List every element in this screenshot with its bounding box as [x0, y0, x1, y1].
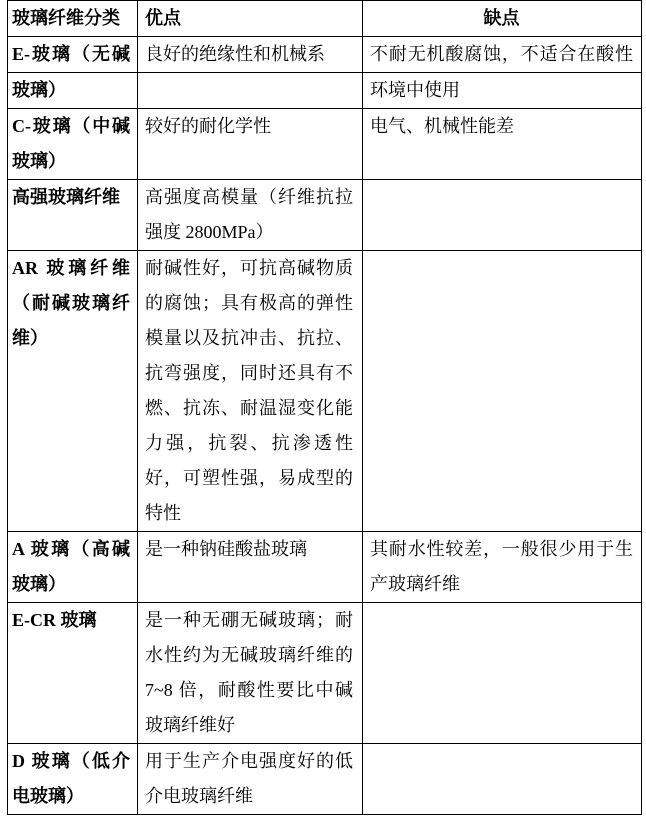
cell-line: 是一种钠硅酸盐玻璃	[145, 539, 307, 559]
cell-line: 玻璃）	[12, 574, 66, 594]
cell-line: 不耐无机酸腐蚀，不适合在酸性	[370, 44, 633, 64]
cell-line: 高强度高模量（纤维抗拉	[145, 187, 353, 207]
cell-line: 用于生产介电强度好的低	[145, 751, 353, 771]
cell-category	[8, 744, 138, 815]
cell-line: 环境中使用	[370, 80, 460, 100]
cell-category	[8, 532, 138, 603]
cell-line: E-CR 玻璃	[12, 610, 97, 630]
cell-line: 的腐蚀；具有极高的弹性	[145, 293, 353, 313]
cell-advantages	[138, 37, 363, 73]
cell-line: 介电玻璃纤维	[145, 786, 253, 806]
glass-fiber-table	[7, 0, 642, 815]
table-row	[8, 180, 642, 251]
cell-line: E-玻璃（无碱	[12, 44, 130, 64]
cell-line: 维）	[12, 328, 48, 348]
cell-advantages	[138, 532, 363, 603]
cell-advantages	[138, 251, 363, 532]
cell-advantages	[138, 744, 363, 815]
cell-category	[8, 251, 138, 532]
cell-line: 燃、抗冻、耐温湿变化能	[145, 398, 353, 418]
header-disadvantages: 缺点	[363, 1, 642, 37]
cell-line: （耐碱玻璃纤	[12, 293, 130, 313]
cell-line: D 玻璃（低介	[12, 751, 130, 771]
table-row	[8, 109, 642, 180]
cell-line: 水性约为无碱玻璃纤维的	[145, 645, 353, 665]
cell-advantages	[138, 109, 363, 180]
header-row	[8, 1, 642, 37]
cell-line: AR 玻璃纤维	[12, 258, 130, 278]
cell-category	[8, 603, 138, 744]
cell-line: A 玻璃（高碱	[12, 539, 130, 559]
header-advantages: 优点	[138, 1, 363, 37]
table-row	[8, 73, 642, 109]
cell-line: 高强玻璃纤维	[12, 187, 120, 207]
cell-disadvantages	[363, 251, 642, 532]
cell-line: 玻璃）	[12, 80, 66, 100]
cell-line: 特性	[145, 503, 181, 523]
table-row	[8, 37, 642, 73]
cell-line: 耐碱性好，可抗高碱物质	[145, 258, 353, 278]
cell-category	[8, 73, 138, 109]
cell-line: 较好的耐化学性	[145, 116, 271, 136]
cell-line: 强度 2800MPa）	[145, 222, 274, 242]
cell-disadvantages	[363, 603, 642, 744]
table-row	[8, 532, 642, 603]
cell-line: 玻璃）	[12, 151, 66, 171]
table-row	[8, 603, 642, 744]
cell-line: 模量以及抗冲击、抗拉、	[145, 328, 353, 348]
cell-advantages	[138, 180, 363, 251]
cell-line: 抗弯强度，同时还具有不	[145, 363, 353, 383]
cell-line: 力强，抗裂、抗渗透性	[145, 433, 353, 453]
cell-category	[8, 180, 138, 251]
cell-disadvantages	[363, 744, 642, 815]
cell-category	[8, 37, 138, 73]
cell-line: 是一种无硼无碱玻璃；耐	[145, 610, 353, 630]
cell-disadvantages	[363, 180, 642, 251]
cell-disadvantages	[363, 109, 642, 180]
cell-line: 7~8 倍，耐酸性要比中碱	[145, 680, 353, 700]
cell-advantages	[138, 73, 363, 109]
cell-advantages	[138, 603, 363, 744]
cell-disadvantages	[363, 73, 642, 109]
cell-line: 其耐水性较差，一般很少用于生	[370, 539, 633, 559]
cell-line: 电气、机械性能差	[370, 116, 514, 136]
cell-line: 玻璃纤维好	[145, 715, 235, 735]
cell-line: 产玻璃纤维	[370, 574, 460, 594]
cell-line: C-玻璃（中碱	[12, 116, 130, 136]
header-category: 玻璃纤维分类	[8, 1, 138, 37]
cell-category	[8, 109, 138, 180]
cell-disadvantages	[363, 37, 642, 73]
table-row	[8, 744, 642, 815]
table-row	[8, 251, 642, 532]
cell-line: 好，可塑性强，易成型的	[145, 468, 353, 488]
cell-line: 电玻璃）	[12, 786, 84, 806]
cell-line: 良好的绝缘性和机械系	[145, 44, 325, 64]
cell-disadvantages	[363, 532, 642, 603]
